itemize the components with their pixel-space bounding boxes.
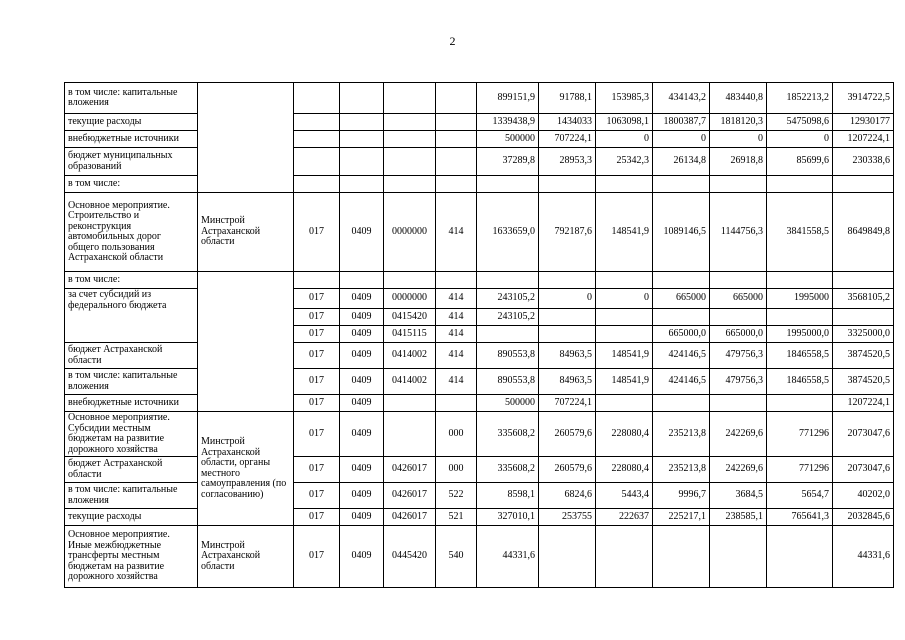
target-article-code bbox=[384, 131, 436, 148]
year-value: 335608,2 bbox=[477, 457, 539, 483]
total-value: 44331,6 bbox=[833, 526, 894, 588]
ministry-code bbox=[294, 83, 340, 114]
row-description: Основное мероприятие. Строительство и реконструкция автомобильных дорог общего пользования Астраханской области bbox=[65, 193, 198, 272]
total-value: 2073047,6 bbox=[833, 457, 894, 483]
target-article-code: 0414002 bbox=[384, 343, 436, 369]
expense-type-code: 414 bbox=[436, 289, 477, 309]
year-value bbox=[477, 272, 539, 289]
year-value: 792187,6 bbox=[539, 193, 596, 272]
year-value: 1800387,7 bbox=[653, 114, 710, 131]
section-code: 0409 bbox=[340, 412, 384, 457]
ministry-code: 017 bbox=[294, 369, 340, 395]
year-value: 1144756,3 bbox=[710, 193, 767, 272]
year-value: 707224,1 bbox=[539, 131, 596, 148]
year-value: 665000,0 bbox=[653, 326, 710, 343]
expense-type-code: 414 bbox=[436, 369, 477, 395]
year-value: 1995000 bbox=[767, 289, 833, 309]
year-value bbox=[596, 272, 653, 289]
ministry-code bbox=[294, 114, 340, 131]
section-code: 0409 bbox=[340, 343, 384, 369]
year-value: 260579,6 bbox=[539, 412, 596, 457]
row-description: в том числе: капитальные вложения bbox=[65, 369, 198, 395]
table-row bbox=[65, 457, 894, 483]
year-value: 0 bbox=[767, 131, 833, 148]
table-row bbox=[65, 83, 894, 114]
ministry-code: 017 bbox=[294, 289, 340, 309]
year-value bbox=[767, 272, 833, 289]
year-value: 253755 bbox=[539, 509, 596, 526]
year-value: 899151,9 bbox=[477, 83, 539, 114]
expense-type-code bbox=[436, 83, 477, 114]
target-article-code: 0415115 bbox=[384, 326, 436, 343]
year-value: 665000 bbox=[710, 289, 767, 309]
total-value: 3568105,2 bbox=[833, 289, 894, 309]
row-description: бюджет муниципальных образований bbox=[65, 148, 198, 176]
ministry-code: 017 bbox=[294, 326, 340, 343]
target-article-code bbox=[384, 148, 436, 176]
year-value: 765641,3 bbox=[767, 509, 833, 526]
year-value bbox=[653, 526, 710, 588]
year-value bbox=[539, 272, 596, 289]
expense-type-code bbox=[436, 176, 477, 193]
row-description: бюджет Астраханской области bbox=[65, 343, 198, 369]
year-value: 479756,3 bbox=[710, 343, 767, 369]
year-value bbox=[710, 309, 767, 326]
target-article-code bbox=[384, 395, 436, 412]
year-value: 85699,6 bbox=[767, 148, 833, 176]
table-row bbox=[65, 176, 894, 193]
section-code: 0409 bbox=[340, 309, 384, 326]
year-value: 25342,3 bbox=[596, 148, 653, 176]
total-value bbox=[833, 272, 894, 289]
expense-type-code: 414 bbox=[436, 326, 477, 343]
year-value bbox=[477, 176, 539, 193]
year-value: 153985,3 bbox=[596, 83, 653, 114]
budget-table bbox=[64, 82, 894, 588]
year-value: 235213,8 bbox=[653, 457, 710, 483]
year-value: 500000 bbox=[477, 131, 539, 148]
section-code bbox=[340, 131, 384, 148]
row-description: внебюджетные источники bbox=[65, 395, 198, 412]
section-code: 0409 bbox=[340, 483, 384, 509]
year-value: 1995000,0 bbox=[767, 326, 833, 343]
ministry-code bbox=[294, 131, 340, 148]
section-code bbox=[340, 83, 384, 114]
year-value: 0 bbox=[539, 289, 596, 309]
responsible-executor: Минстрой Астраханской области bbox=[198, 526, 294, 588]
row-description: бюджет Астраханской области bbox=[65, 457, 198, 483]
year-value: 6824,6 bbox=[539, 483, 596, 509]
target-article-code: 0415420 bbox=[384, 309, 436, 326]
row-description: Основное мероприятие. Субсидии местным бюджетам на развитие дорожного хозяйства bbox=[65, 412, 198, 457]
year-value bbox=[653, 272, 710, 289]
row-description: за счет субсидий из федерального бюджета bbox=[65, 289, 198, 343]
section-code bbox=[340, 114, 384, 131]
row-description: текущие расходы bbox=[65, 509, 198, 526]
year-value: 5654,7 bbox=[767, 483, 833, 509]
year-value: 434143,2 bbox=[653, 83, 710, 114]
total-value: 1207224,1 bbox=[833, 395, 894, 412]
expense-type-code bbox=[436, 272, 477, 289]
ministry-code: 017 bbox=[294, 309, 340, 326]
year-value: 1846558,5 bbox=[767, 343, 833, 369]
responsible-executor bbox=[198, 272, 294, 412]
year-value: 91788,1 bbox=[539, 83, 596, 114]
total-value: 2032845,6 bbox=[833, 509, 894, 526]
year-value bbox=[653, 309, 710, 326]
section-code bbox=[340, 176, 384, 193]
year-value: 84963,5 bbox=[539, 369, 596, 395]
year-value bbox=[710, 176, 767, 193]
target-article-code: 0000000 bbox=[384, 289, 436, 309]
year-value: 148541,9 bbox=[596, 343, 653, 369]
year-value: 479756,3 bbox=[710, 369, 767, 395]
year-value: 890553,8 bbox=[477, 343, 539, 369]
ministry-code: 017 bbox=[294, 526, 340, 588]
responsible-executor bbox=[198, 83, 294, 193]
total-value: 3914722,5 bbox=[833, 83, 894, 114]
total-value: 12930177 bbox=[833, 114, 894, 131]
year-value bbox=[767, 526, 833, 588]
year-value: 225217,1 bbox=[653, 509, 710, 526]
year-value: 5475098,6 bbox=[767, 114, 833, 131]
target-article-code bbox=[384, 272, 436, 289]
year-value: 28953,3 bbox=[539, 148, 596, 176]
year-value: 1818120,3 bbox=[710, 114, 767, 131]
row-description: внебюджетные источники bbox=[65, 131, 198, 148]
ministry-code bbox=[294, 272, 340, 289]
year-value bbox=[767, 395, 833, 412]
year-value: 3841558,5 bbox=[767, 193, 833, 272]
expense-type-code bbox=[436, 148, 477, 176]
total-value: 230338,6 bbox=[833, 148, 894, 176]
section-code: 0409 bbox=[340, 509, 384, 526]
year-value bbox=[653, 395, 710, 412]
year-value bbox=[767, 176, 833, 193]
section-code: 0409 bbox=[340, 369, 384, 395]
year-value: 327010,1 bbox=[477, 509, 539, 526]
year-value: 242269,6 bbox=[710, 412, 767, 457]
ministry-code: 017 bbox=[294, 483, 340, 509]
expense-type-code bbox=[436, 395, 477, 412]
section-code bbox=[340, 148, 384, 176]
table-row bbox=[65, 272, 894, 289]
year-value bbox=[539, 176, 596, 193]
year-value: 890553,8 bbox=[477, 369, 539, 395]
year-value: 242269,6 bbox=[710, 457, 767, 483]
year-value bbox=[710, 526, 767, 588]
year-value: 222637 bbox=[596, 509, 653, 526]
year-value: 771296 bbox=[767, 457, 833, 483]
total-value: 3874520,5 bbox=[833, 343, 894, 369]
year-value: 665000,0 bbox=[710, 326, 767, 343]
year-value: 228080,4 bbox=[596, 412, 653, 457]
row-description: текущие расходы bbox=[65, 114, 198, 131]
section-code: 0409 bbox=[340, 193, 384, 272]
year-value: 335608,2 bbox=[477, 412, 539, 457]
table-row bbox=[65, 369, 894, 395]
year-value bbox=[596, 526, 653, 588]
table-row bbox=[65, 148, 894, 176]
year-value: 0 bbox=[596, 131, 653, 148]
ministry-code bbox=[294, 148, 340, 176]
target-article-code bbox=[384, 114, 436, 131]
year-value: 26134,8 bbox=[653, 148, 710, 176]
ministry-code: 017 bbox=[294, 509, 340, 526]
table-row bbox=[65, 395, 894, 412]
ministry-code: 017 bbox=[294, 395, 340, 412]
year-value bbox=[596, 309, 653, 326]
target-article-code bbox=[384, 83, 436, 114]
year-value bbox=[539, 326, 596, 343]
table-row bbox=[65, 483, 894, 509]
table-row bbox=[65, 193, 894, 272]
total-value bbox=[833, 176, 894, 193]
year-value bbox=[596, 176, 653, 193]
year-value: 260579,6 bbox=[539, 457, 596, 483]
section-code: 0409 bbox=[340, 526, 384, 588]
year-value: 235213,8 bbox=[653, 412, 710, 457]
expense-type-code: 414 bbox=[436, 309, 477, 326]
year-value: 8598,1 bbox=[477, 483, 539, 509]
responsible-executor: Минстрой Астраханской области, органы местного самоуправления (по согласованию) bbox=[198, 412, 294, 526]
year-value bbox=[477, 326, 539, 343]
total-value: 2073047,6 bbox=[833, 412, 894, 457]
expense-type-code bbox=[436, 131, 477, 148]
year-value bbox=[539, 309, 596, 326]
table-row bbox=[65, 526, 894, 588]
ministry-code: 017 bbox=[294, 193, 340, 272]
year-value: 148541,9 bbox=[596, 369, 653, 395]
year-value bbox=[710, 272, 767, 289]
target-article-code bbox=[384, 176, 436, 193]
table-row bbox=[65, 131, 894, 148]
expense-type-code: 540 bbox=[436, 526, 477, 588]
year-value: 1063098,1 bbox=[596, 114, 653, 131]
row-description: в том числе: капитальные вложения bbox=[65, 83, 198, 114]
table-row bbox=[65, 114, 894, 131]
year-value bbox=[710, 395, 767, 412]
year-value: 1846558,5 bbox=[767, 369, 833, 395]
target-article-code: 0445420 bbox=[384, 526, 436, 588]
year-value: 148541,9 bbox=[596, 193, 653, 272]
year-value: 3684,5 bbox=[710, 483, 767, 509]
responsible-executor: Минстрой Астраханской области bbox=[198, 193, 294, 272]
section-code: 0409 bbox=[340, 326, 384, 343]
year-value: 1089146,5 bbox=[653, 193, 710, 272]
year-value bbox=[539, 526, 596, 588]
expense-type-code: 414 bbox=[436, 193, 477, 272]
expense-type-code bbox=[436, 114, 477, 131]
target-article-code bbox=[384, 412, 436, 457]
year-value bbox=[653, 176, 710, 193]
year-value: 424146,5 bbox=[653, 343, 710, 369]
total-value: 3874520,5 bbox=[833, 369, 894, 395]
year-value: 238585,1 bbox=[710, 509, 767, 526]
year-value: 424146,5 bbox=[653, 369, 710, 395]
target-article-code: 0426017 bbox=[384, 509, 436, 526]
ministry-code: 017 bbox=[294, 412, 340, 457]
table-row bbox=[65, 509, 894, 526]
table-row bbox=[65, 343, 894, 369]
expense-type-code: 000 bbox=[436, 412, 477, 457]
section-code bbox=[340, 272, 384, 289]
year-value: 665000 bbox=[653, 289, 710, 309]
row-description: в том числе: капитальные вложения bbox=[65, 483, 198, 509]
total-value: 3325000,0 bbox=[833, 326, 894, 343]
table-row bbox=[65, 289, 894, 309]
page-number: 2 bbox=[449, 34, 456, 48]
year-value: 1852213,2 bbox=[767, 83, 833, 114]
year-value: 0 bbox=[653, 131, 710, 148]
total-value bbox=[833, 309, 894, 326]
row-description: Основное мероприятие. Иные межбюджетные трансферты местным бюджетам на развитие дорожного хозяйства bbox=[65, 526, 198, 588]
ministry-code bbox=[294, 176, 340, 193]
table-row bbox=[65, 412, 894, 457]
row-description: в том числе: bbox=[65, 272, 198, 289]
year-value: 771296 bbox=[767, 412, 833, 457]
year-value: 0 bbox=[710, 131, 767, 148]
year-value bbox=[767, 309, 833, 326]
section-code: 0409 bbox=[340, 457, 384, 483]
year-value: 1633659,0 bbox=[477, 193, 539, 272]
expense-type-code: 522 bbox=[436, 483, 477, 509]
year-value: 26918,8 bbox=[710, 148, 767, 176]
target-article-code: 0414002 bbox=[384, 369, 436, 395]
total-value: 1207224,1 bbox=[833, 131, 894, 148]
year-value: 483440,8 bbox=[710, 83, 767, 114]
expense-type-code: 521 bbox=[436, 509, 477, 526]
year-value: 707224,1 bbox=[539, 395, 596, 412]
target-article-code: 0000000 bbox=[384, 193, 436, 272]
year-value: 500000 bbox=[477, 395, 539, 412]
year-value: 37289,8 bbox=[477, 148, 539, 176]
ministry-code: 017 bbox=[294, 457, 340, 483]
year-value: 0 bbox=[596, 289, 653, 309]
expense-type-code: 414 bbox=[436, 343, 477, 369]
expense-type-code: 000 bbox=[436, 457, 477, 483]
year-value: 243105,2 bbox=[477, 289, 539, 309]
year-value: 84963,5 bbox=[539, 343, 596, 369]
year-value: 1339438,9 bbox=[477, 114, 539, 131]
year-value bbox=[596, 326, 653, 343]
target-article-code: 0426017 bbox=[384, 483, 436, 509]
year-value: 5443,4 bbox=[596, 483, 653, 509]
year-value: 9996,7 bbox=[653, 483, 710, 509]
year-value bbox=[596, 395, 653, 412]
year-value: 1434033 bbox=[539, 114, 596, 131]
ministry-code: 017 bbox=[294, 343, 340, 369]
section-code: 0409 bbox=[340, 395, 384, 412]
year-value: 228080,4 bbox=[596, 457, 653, 483]
row-description: в том числе: bbox=[65, 176, 198, 193]
total-value: 40202,0 bbox=[833, 483, 894, 509]
target-article-code: 0426017 bbox=[384, 457, 436, 483]
total-value: 8649849,8 bbox=[833, 193, 894, 272]
section-code: 0409 bbox=[340, 289, 384, 309]
year-value: 243105,2 bbox=[477, 309, 539, 326]
year-value: 44331,6 bbox=[477, 526, 539, 588]
